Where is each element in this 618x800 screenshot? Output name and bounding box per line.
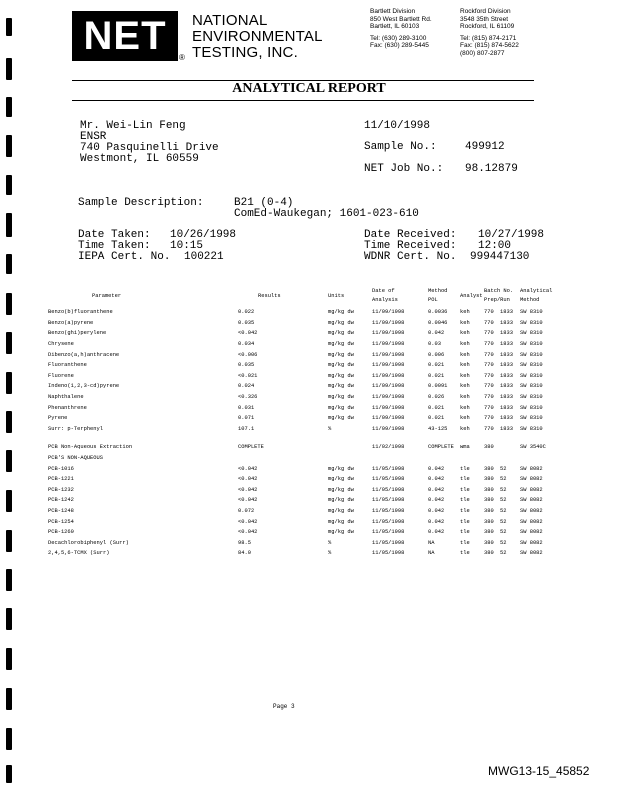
cell-date: 11/05/1998 [372,550,405,557]
cell-batch-prep: 380 [484,465,494,472]
cell-batch-prep: 770 [484,394,494,401]
cell-analyst: tle [460,507,470,514]
title-rule [72,100,534,101]
cell-units: mg/kg dw [328,529,354,536]
cell-pql: 0.042 [428,529,445,536]
company-logo: NET [72,11,178,61]
cell-batch-run: 52 [500,529,507,536]
cell-units: mg/kg dw [328,319,354,326]
cell-result: <0.042 [238,465,258,472]
cell-analyst: keh [460,415,470,422]
cell-result: 0.071 [238,415,255,422]
col-results: Results [258,292,281,299]
cell-batch-prep: 380 [484,444,494,451]
document-id: MWG13-15_45852 [488,764,590,778]
cell-batch-prep: 380 [484,518,494,525]
table-row [48,442,560,453]
recipient-company: ENSR [80,131,107,143]
cell-batch-run: 52 [500,497,507,504]
cell-pql: 0.042 [428,330,445,337]
cell-units: % [328,425,332,432]
cell-analytical-method: SW 8082 [520,486,543,493]
cell-analytical-method: SW 8310 [520,394,543,401]
cell-batch-run: 1833 [500,330,513,337]
time-taken-label: Time Taken: [78,240,151,252]
cell-units: mg/kg dw [328,507,354,514]
cell-batch-run: 52 [500,486,507,493]
cell-analytical-method: SW 3540C [520,444,546,451]
cell-batch-prep: 380 [484,497,494,504]
cell-result: 98.5 [238,539,251,546]
cell-date: 11/05/1998 [372,518,405,525]
cell-batch-run: 52 [500,518,507,525]
cell-analyst: keh [460,330,470,337]
cell-parameter: Benzo(ghi)perylene [48,330,107,337]
cell-units: mg/kg dw [328,372,354,379]
cell-parameter: PCB-1260 [48,529,74,536]
cell-analyst: tle [460,476,470,483]
cell-result: 0.035 [238,362,255,369]
cell-parameter: PCB Non-Aqueous Extraction [48,444,133,451]
table-row [48,339,560,350]
cell-pql [428,453,460,464]
cell-result: <0.326 [238,394,258,401]
cell-units: mg/kg dw [328,394,354,401]
cell-date: 11/05/1998 [372,486,405,493]
results-table [48,285,560,559]
cell-analyst [460,453,484,464]
cell-analyst: keh [460,309,470,316]
table-header-row [48,285,560,307]
time-received-label: Time Received: [364,240,457,252]
bartlett-address: Bartlett Division 850 West Bartlett Rd. Bartlett, IL 60103 Tel: (630) 289-3100 Fax: (630) 289-5445 [370,8,432,50]
cell-date: 11/09/1998 [372,425,405,432]
cell-analytical-method [520,453,560,464]
cell-parameter: Fluoranthene [48,362,87,369]
cell-pql: 43-125 [428,425,448,432]
cell-analyst: wma [460,444,470,451]
cell-analytical-method: SW 8082 [520,465,543,472]
cell-units: mg/kg dw [328,404,354,411]
table-row [48,463,560,474]
cell-date: 11/09/1998 [372,319,405,326]
col-units: Units [328,292,345,299]
cell-parameter: PCB-1248 [48,507,74,514]
cell-batch-prep: 770 [484,362,494,369]
iepa-label: IEPA Cert. No. [78,251,171,263]
cell-batch-prep: 380 [484,507,494,514]
cell-batch-prep: 770 [484,404,494,411]
cell-parameter: Phenanthrene [48,404,87,411]
cell-analyst: tle [460,539,470,546]
col-batch: Batch No. Prep/Run [484,288,514,303]
cell-units: mg/kg dw [328,383,354,390]
cell-parameter: Pyrene [48,415,68,422]
cell-result: 0.031 [238,404,255,411]
cell-parameter: Fluorene [48,372,74,379]
cell-parameter: PCB-1221 [48,476,74,483]
col-analyst: Analyst [460,292,483,299]
table-row [48,537,560,548]
cell-batch-run: 1833 [500,415,513,422]
cell-analyst: tle [460,518,470,525]
cell-analyst: tle [460,529,470,536]
cell-batch-prep: 770 [484,425,494,432]
cell-analytical-method: SW 8082 [520,497,543,504]
cell-units: mg/kg dw [328,351,354,358]
cell-pql: 0.0046 [428,319,448,326]
cell-date: 11/09/1998 [372,372,405,379]
cell-batch-run: 52 [500,507,507,514]
cell-result: <0.042 [238,518,258,525]
sample-no-label: Sample No.: [364,141,437,153]
cell-analytical-method: SW 8082 [520,507,543,514]
cell-batch-prep: 380 [484,476,494,483]
table-row [48,392,560,403]
description-line2: ComEd-Waukegan; 1601-023-610 [234,208,419,220]
cell-result [238,453,328,464]
table-row [48,381,560,392]
cell-analytical-method: SW 8310 [520,383,543,390]
cell-analytical-method: SW 8082 [520,539,543,546]
cell-units: % [328,539,332,546]
cell-analytical-method: SW 8310 [520,404,543,411]
table-row [48,453,560,464]
time-taken-value: 10:15 [170,240,204,252]
cell-date: 11/09/1998 [372,394,405,401]
registered-mark: ® [179,53,185,62]
cell-parameter: Indeno(1,2,3-cd)pyrene [48,383,120,390]
cell-batch-prep: 770 [484,319,494,326]
cell-date: 11/09/1998 [372,309,405,316]
cell-parameter: PCB'S NON-AQUEOUS [48,455,103,462]
cell-batch-prep: 770 [484,330,494,337]
cell-batch-run: 1833 [500,351,513,358]
cell-batch-prep: 770 [484,383,494,390]
cell-analytical-method: SW 8310 [520,341,543,348]
cell-pql: 0.042 [428,465,445,472]
cell-analyst: keh [460,351,470,358]
cell-date: 11/09/1998 [372,351,405,358]
table-row [48,360,560,371]
cell-parameter: Dibenzo(a,h)anthracene [48,351,120,358]
cell-parameter: Benzo(b)fluoranthene [48,309,113,316]
cell-units: mg/kg dw [328,341,354,348]
cell-pql: 0.021 [428,404,445,411]
iepa-value: 100221 [184,251,224,263]
cell-analytical-method: SW 8310 [520,372,543,379]
cell-analytical-method: SW 8310 [520,362,543,369]
col-method: Method POL [428,288,448,303]
cell-date: 11/09/1998 [372,415,405,422]
cell-pql: COMPLETE [428,444,454,451]
rockford-address: Rockford Division 3548 35th Street Rockford, IL 61109 Tel: (815) 874-2171 Fax: (815) 874-5622 (800) 807-2877 [460,8,519,57]
cell-result: 0.024 [238,383,255,390]
cell-pql: 0.021 [428,362,445,369]
cell-batch-run: 1833 [500,425,513,432]
table-row [48,424,560,435]
cell-batch-run: 52 [500,550,507,557]
table-row [48,371,560,382]
cell-batch-run: 1833 [500,394,513,401]
cell-date: 11/02/1998 [372,444,405,451]
cell-units: mg/kg dw [328,309,354,316]
table-row [48,328,560,339]
cell-analytical-method: SW 8310 [520,425,543,432]
time-received-value: 12:00 [478,240,512,252]
cell-analyst: keh [460,383,470,390]
cell-units: mg/kg dw [328,465,354,472]
table-row [48,506,560,517]
report-title: ANALYTICAL REPORT [232,81,386,96]
cell-pql: 0.021 [428,415,445,422]
date-received-label: Date Received: [364,229,457,241]
description-line1: B21 (0-4) [234,197,294,209]
date-received-value: 10/27/1998 [478,229,545,241]
cell-pql: 0.026 [428,394,445,401]
cell-pql: 0.042 [428,486,445,493]
cell-pql: 0.021 [428,372,445,379]
table-row [48,474,560,485]
date-taken-label: Date Taken: [78,229,151,241]
cell-batch-prep: 380 [484,539,494,546]
table-row [48,402,560,413]
cell-date: 11/09/1998 [372,330,405,337]
cell-analytical-method: SW 8082 [520,518,543,525]
cell-pql: NA [428,539,435,546]
cell-parameter: PCB-1016 [48,465,74,472]
cell-date: 11/09/1998 [372,383,405,390]
cell-analyst: tle [460,486,470,493]
cell-date: 11/05/1998 [372,497,405,504]
recipient-street: 740 Pasquinelli Drive [80,142,219,154]
cell-units: % [328,550,332,557]
cell-date: 11/05/1998 [372,465,405,472]
cell-pql: 0.042 [428,518,445,525]
cell-batch-run: 1833 [500,341,513,348]
page-number: Page 3 [273,703,295,710]
cell-pql: NA [428,550,435,557]
table-row [48,495,560,506]
cell-pql: 0.042 [428,497,445,504]
description-label: Sample Description: [78,197,204,209]
cell-parameter: PCB-1254 [48,518,74,525]
table-row [48,516,560,527]
cell-result: <0.006 [238,351,258,358]
cell-result: 0.072 [238,507,255,514]
cell-analyst: tle [460,550,470,557]
cell-analyst: tle [460,497,470,504]
cell-result: 0.035 [238,319,255,326]
cell-result: <0.021 [238,372,258,379]
cell-analytical-method: SW 8310 [520,309,543,316]
cell-pql: 0.03 [428,341,441,348]
cell-date: 11/05/1998 [372,507,405,514]
cell-result: 84.0 [238,550,251,557]
cell-date: 11/09/1998 [372,341,405,348]
job-no-label: NET Job No.: [364,163,444,175]
date-taken-value: 10/26/1998 [170,229,237,241]
cell-date: 11/05/1998 [372,539,405,546]
cell-batch-prep: 380 [484,550,494,557]
cell-units: mg/kg dw [328,415,354,422]
cell-analyst: keh [460,425,470,432]
cell-analytical-method: SW 8310 [520,351,543,358]
cell-units [328,442,372,453]
cell-pql: 0.042 [428,507,445,514]
cell-batch-prep: 380 [484,529,494,536]
cell-batch-run: 1833 [500,309,513,316]
cell-analyst: tle [460,465,470,472]
cell-pql: 0.0036 [428,309,448,316]
cell-pql: 0.0091 [428,383,448,390]
cell-parameter: Naphthalene [48,394,84,401]
cell-date [372,453,428,464]
table-row [48,349,560,360]
cell-analytical-method: SW 8310 [520,319,543,326]
report-date: 11/10/1998 [364,120,431,132]
cell-batch-run: 1833 [500,362,513,369]
cell-analyst: keh [460,341,470,348]
sample-no-value: 499912 [465,141,505,153]
wdnr-label: WDNR Cert. No. [364,251,457,263]
cell-result: <0.042 [238,330,258,337]
cell-result: <0.042 [238,486,258,493]
cell-units: mg/kg dw [328,330,354,337]
cell-analyst: keh [460,394,470,401]
cell-analytical-method: SW 8082 [520,550,543,557]
cell-batch-run: 1833 [500,383,513,390]
cell-result: 107.1 [238,425,255,432]
cell-batch-prep: 770 [484,351,494,358]
wdnr-value: 999447130 [470,251,530,263]
cell-analytical-method: SW 8082 [520,529,543,536]
cell-analytical-method: SW 8310 [520,330,543,337]
company-name: NATIONAL ENVIRONMENTAL TESTING, INC. [192,12,323,61]
cell-parameter: 2,4,5,6-TCMX (Surr) [48,550,110,557]
cell-parameter: PCB-1232 [48,486,74,493]
cell-batch-run: 52 [500,476,507,483]
cell-batch-prep: 770 [484,415,494,422]
cell-batch-run: 52 [500,539,507,546]
cell-batch-prep: 770 [484,372,494,379]
table-row [48,485,560,496]
cell-parameter: Surr: p-Terphenyl [48,425,103,432]
cell-result: 0.034 [238,341,255,348]
cell-batch-prep: 380 [484,486,494,493]
table-row [48,318,560,329]
cell-units: mg/kg dw [328,518,354,525]
cell-date: 11/05/1998 [372,529,405,536]
cell-parameter: PCB-1242 [48,497,74,504]
cell-units: mg/kg dw [328,476,354,483]
cell-pql: 0.006 [428,351,445,358]
col-date: Date of Analysis [372,288,398,303]
col-analytical-method: Analytical Method [520,288,553,303]
cell-units: mg/kg dw [328,486,354,493]
cell-units: mg/kg dw [328,362,354,369]
recipient-city: Westmont, IL 60559 [80,153,199,165]
cell-analyst: keh [460,319,470,326]
cell-analyst: keh [460,404,470,411]
cell-batch-prep: 770 [484,309,494,316]
recipient-name: Mr. Wei-Lin Feng [80,120,186,132]
table-row [48,527,560,538]
cell-parameter: Benzo(a)pyrene [48,319,94,326]
cell-batch-prep [484,453,500,464]
cell-date: 11/05/1998 [372,476,405,483]
cell-batch-run [500,442,520,453]
cell-date: 11/09/1998 [372,362,405,369]
cell-batch-prep: 770 [484,341,494,348]
cell-parameter: Decachlorobiphenyl (Surr) [48,539,129,546]
cell-units [328,453,372,464]
cell-result: 0.022 [238,309,255,316]
cell-pql: 0.042 [428,476,445,483]
cell-date: 11/09/1998 [372,404,405,411]
cell-analytical-method: SW 8310 [520,415,543,422]
cell-batch-run [500,453,520,464]
job-no-value: 98.12879 [465,163,518,175]
table-row [48,548,560,559]
cell-parameter: Chrysene [48,341,74,348]
cell-result: COMPLETE [238,444,264,451]
cell-analyst: keh [460,362,470,369]
table-row [48,413,560,424]
cell-batch-run: 1833 [500,319,513,326]
cell-result: <0.042 [238,529,258,536]
cell-batch-run: 52 [500,465,507,472]
cell-batch-run: 1833 [500,404,513,411]
cell-batch-run: 1833 [500,372,513,379]
cell-result: <0.042 [238,497,258,504]
cell-analytical-method: SW 8082 [520,476,543,483]
cell-analyst: keh [460,372,470,379]
col-parameter: Parameter [92,292,122,299]
cell-units: mg/kg dw [328,497,354,504]
table-row [48,307,560,318]
cell-result: <0.042 [238,476,258,483]
